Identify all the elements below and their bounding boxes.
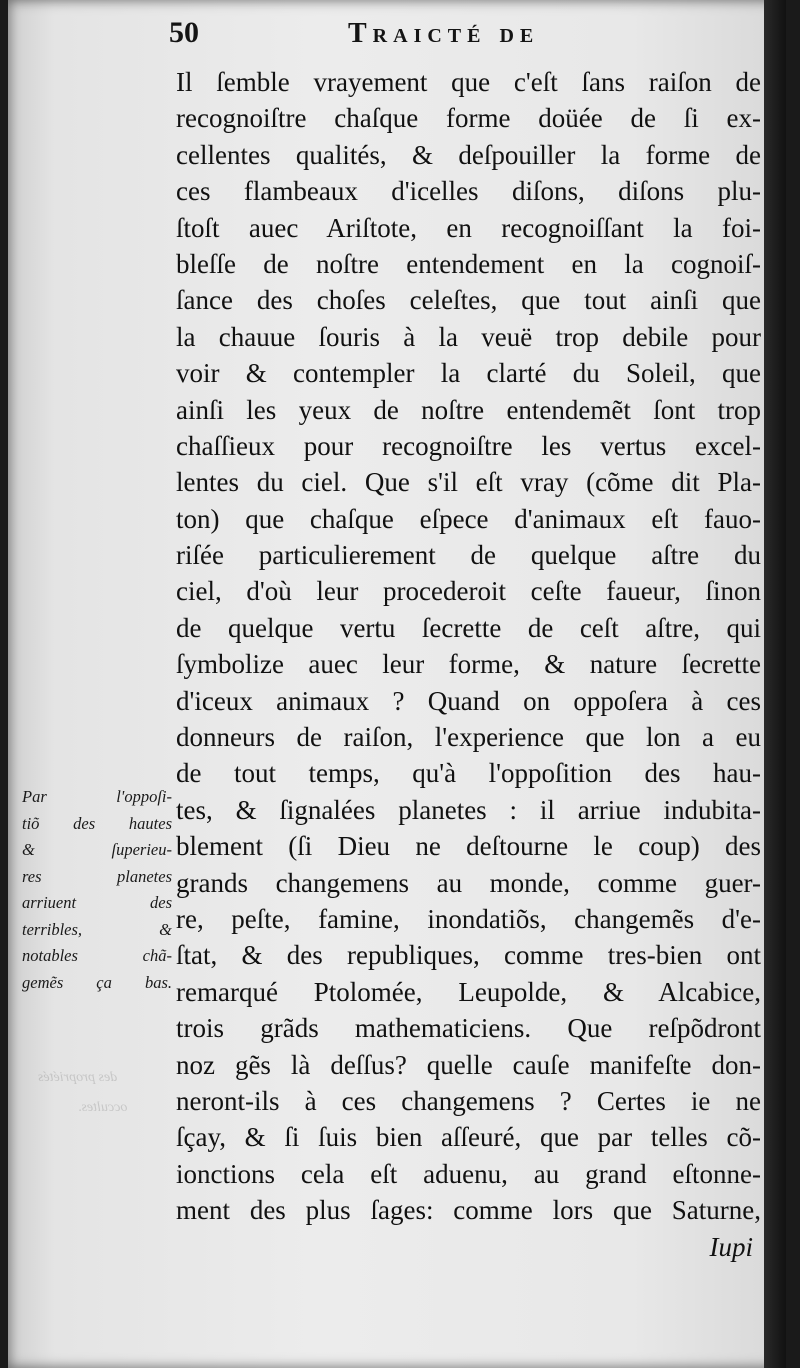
text-line: ciel, d'où leur procederoit ceſte faueur, ſinon: [176, 576, 761, 607]
book-page: [8, 0, 786, 1368]
margin-note-line: res planetes: [22, 866, 172, 886]
margin-note-line: tiõ des hautes: [22, 813, 172, 833]
text-line: ment des plus ſages: comme lors que Saturne,: [176, 1195, 761, 1226]
text-line: lentes du ciel. Que s'il eſt vray (cõme dit Pla-: [176, 467, 761, 498]
text-line: ſance des choſes celeſtes, que tout ainſi que: [176, 285, 761, 316]
margin-note-line: terribles, &: [22, 919, 172, 939]
text-line: neront-ils à ces changemens ? Certes ie ne: [176, 1085, 761, 1116]
show-through-text: des propriétés: [38, 1070, 118, 1085]
page-header: [163, 16, 623, 56]
catchword: Iupi: [709, 1231, 753, 1262]
text-line: grands changemens au monde, comme guer-: [176, 867, 761, 898]
text-line: ſtoſt auec Ariſtote, en recognoiſſant la foi-: [176, 212, 761, 243]
text-line: Il ſemble vrayement que c'eſt ſans raiſon de: [176, 67, 761, 97]
body-text: [176, 64, 761, 1265]
text-line: remarqué Ptolomée, Leupolde, & Alcabice,: [176, 976, 761, 1007]
text-line: voir & contempler la clarté du Soleil, que: [176, 358, 761, 389]
text-line: ſymbolize auec leur forme, & nature ſecrette: [176, 649, 761, 680]
text-line: ton) que chaſque eſpece d'animaux eſt fauo-: [176, 503, 761, 534]
text-line: d'iceux animaux ? Quand on oppoſera à ces: [176, 685, 761, 716]
text-line: blement (ſi Dieu ne deſtourne le coup) des: [176, 831, 761, 862]
page-number: 50: [169, 16, 199, 49]
text-line: trois grãds mathematiciens. Que reſpõdront: [176, 1013, 761, 1044]
text-line: bleſſe de noſtre entendement en la cognoiſ-: [176, 248, 761, 279]
text-line: de tout temps, qu'à l'oppoſition des hau-: [176, 758, 761, 789]
text-line: ionctions cela eſt aduenu, au grand eſtonne-: [176, 1158, 761, 1189]
margin-note: [22, 784, 172, 996]
text-line: ſtat, & des republiques, comme tres-bien ont: [176, 940, 761, 971]
text-line: cellentes qualités, & deſpouiller la forme de: [176, 139, 761, 170]
text-line: chaſſieux pour recognoiſtre les vertus excel-: [176, 430, 761, 461]
show-through-text: occultes.: [78, 1100, 128, 1115]
text-line: noz gẽs là deſſus? quelle cauſe manifeſte don-: [176, 1049, 761, 1080]
margin-note-line: notables chã-: [22, 946, 172, 965]
margin-note-line: Par l'oppoſi-: [22, 787, 172, 806]
text-line: riſée particulierement de quelque aſtre du: [176, 540, 761, 571]
running-head: Traicté de: [348, 18, 540, 49]
text-line: ainſi les yeux de noſtre entendemẽt ſont trop: [176, 394, 761, 425]
text-line: recognoiſtre chaſque forme doüée de ſi ex-: [176, 103, 761, 134]
text-line: ſçay, & ſi ſuis bien aſſeuré, que par telles cõ-: [176, 1122, 761, 1153]
text-line: donneurs de raiſon, l'experience que lon a eu: [176, 722, 761, 753]
text-line: tes, & ſignalées planetes : il arriue indubita-: [176, 794, 761, 825]
margin-note-line: arriuent des: [22, 893, 172, 912]
text-line: ces flambeaux d'icelles diſons, diſons plu-: [176, 176, 761, 207]
text-line: la chauue ſouris à la veuë trop debile pour: [176, 321, 761, 352]
page-edge-shadow: [764, 0, 786, 1368]
margin-note-line: gemẽs ça bas.: [22, 972, 172, 992]
margin-note-line: & ſuperieu-: [22, 840, 172, 859]
text-line: re, peſte, famine, inondatiõs, changemẽs d'e-: [176, 903, 761, 934]
text-line: de quelque vertu ſecrette de ceſt aſtre, qui: [176, 612, 761, 643]
